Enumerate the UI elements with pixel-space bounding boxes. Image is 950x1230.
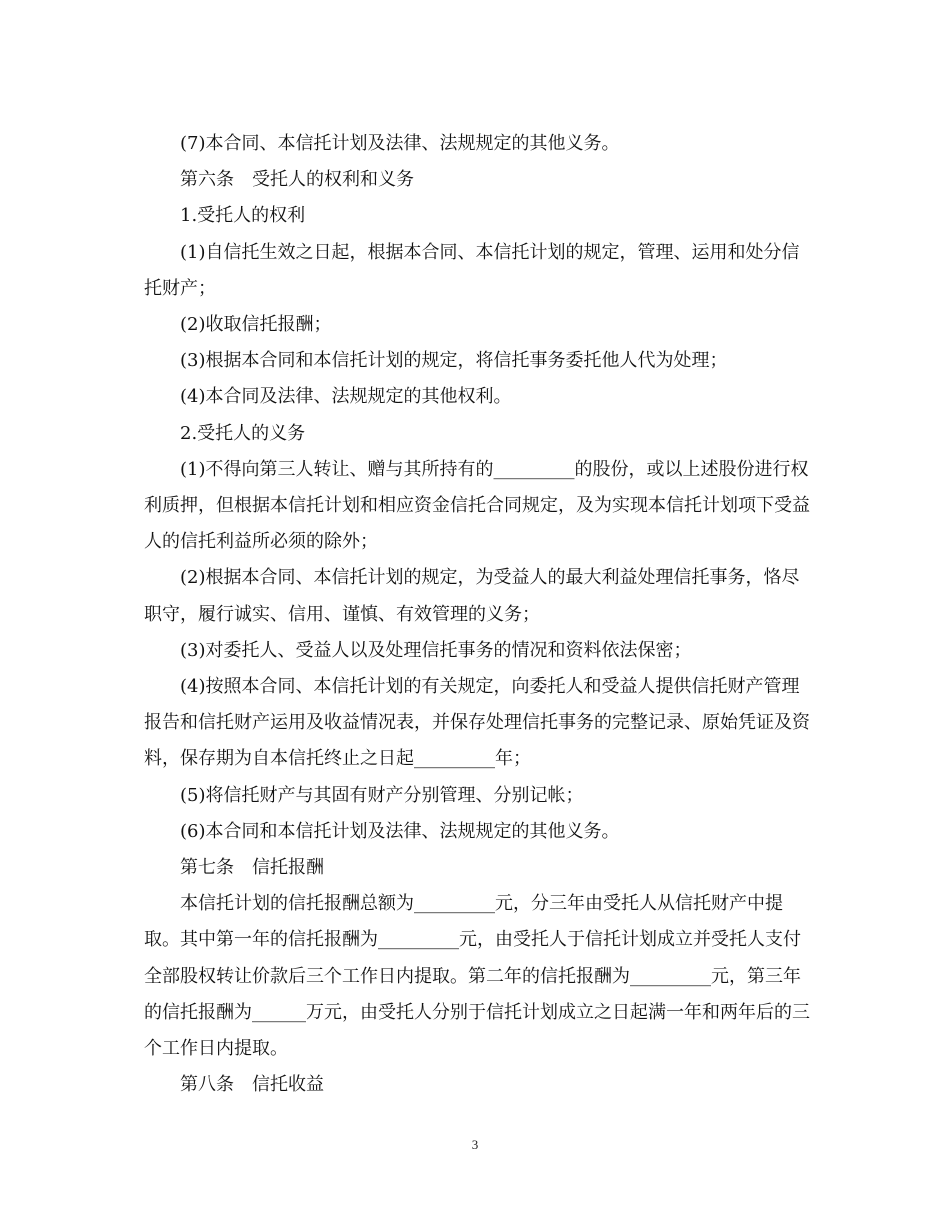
- paragraph-right-1: (1)自信托生效之日起，根据本合同、本信托计划的规定，管理、运用和处分信托财产；: [144, 241, 800, 299]
- heading-article-8: 第八条 信托收益: [180, 1074, 324, 1096]
- paragraph-obligation-4: (4)按照本合同、本信托计划的有关规定，向委托人和受益人提供信托财产管理报告和信托财产运用及收益情况表，并保存处理信托事务的完整记录、原始凭证及资料，保存期为自本信托终止之日起_________年；: [144, 676, 810, 770]
- paragraph-obligation-3: (3)对委托人、受益人以及处理信托事务的情况和资料依法保密；: [180, 639, 692, 661]
- subheading-trustee-rights: 1.受托人的权利: [180, 205, 306, 227]
- paragraph-clause-7-obligations: (7)本合同、本信托计划及法律、法规规定的其他义务。: [180, 133, 620, 154]
- paragraph-obligation-6: (6)本合同和本信托计划及法律、法规规定的其他义务。: [180, 820, 620, 842]
- paragraph-obligation-5: (5)将信托财产与其固有财产分别管理、分别记帐；: [180, 784, 584, 806]
- paragraph-right-4: (4)本合同及法律、法规规定的其他权利。: [180, 386, 512, 408]
- paragraph-obligation-1: (1)不得向第三人转让、赠与其所持有的_________的股份，或以上述股份进行权利质押，但根据本信托计划和相应资金信托合同规定，及为实现本信托计划项下受益人的信托利益所必须的除外；: [144, 458, 810, 553]
- paragraph-right-2: (2)收取信托报酬；: [180, 314, 332, 336]
- heading-article-6: 第六条 受托人的权利和义务: [180, 169, 414, 191]
- paragraph-obligation-2: (2)根据本合同、本信托计划的规定，为受益人的最大利益处理信托事务，恪尽职守，履行诚实、信用、谨慎、有效管理的义务；: [144, 567, 800, 625]
- heading-article-7: 第七条 信托报酬: [180, 857, 324, 879]
- document-body: [144, 126, 814, 1103]
- paragraph-right-3: (3)根据本合同和本信托计划的规定，将信托事务委托他人代为处理；: [180, 350, 728, 372]
- subheading-trustee-obligations: 2.受托人的义务: [180, 422, 306, 444]
- paragraph-trust-fee: 本信托计划的信托报酬总额为_________元，分三年由受托人从信托财产中提取。其中第一年的信托报酬为_________元，由受托人于信托计划成立并受托人支付全部股权转让价款后三个工作日内提取。第二年的信托报酬为_________元，第三年的信托报酬为______万元，由受托人分别于信托计划成立之日起满一年和两年后的三个工作日内提取。: [144, 893, 810, 1060]
- page-number: 3: [471, 1137, 479, 1152]
